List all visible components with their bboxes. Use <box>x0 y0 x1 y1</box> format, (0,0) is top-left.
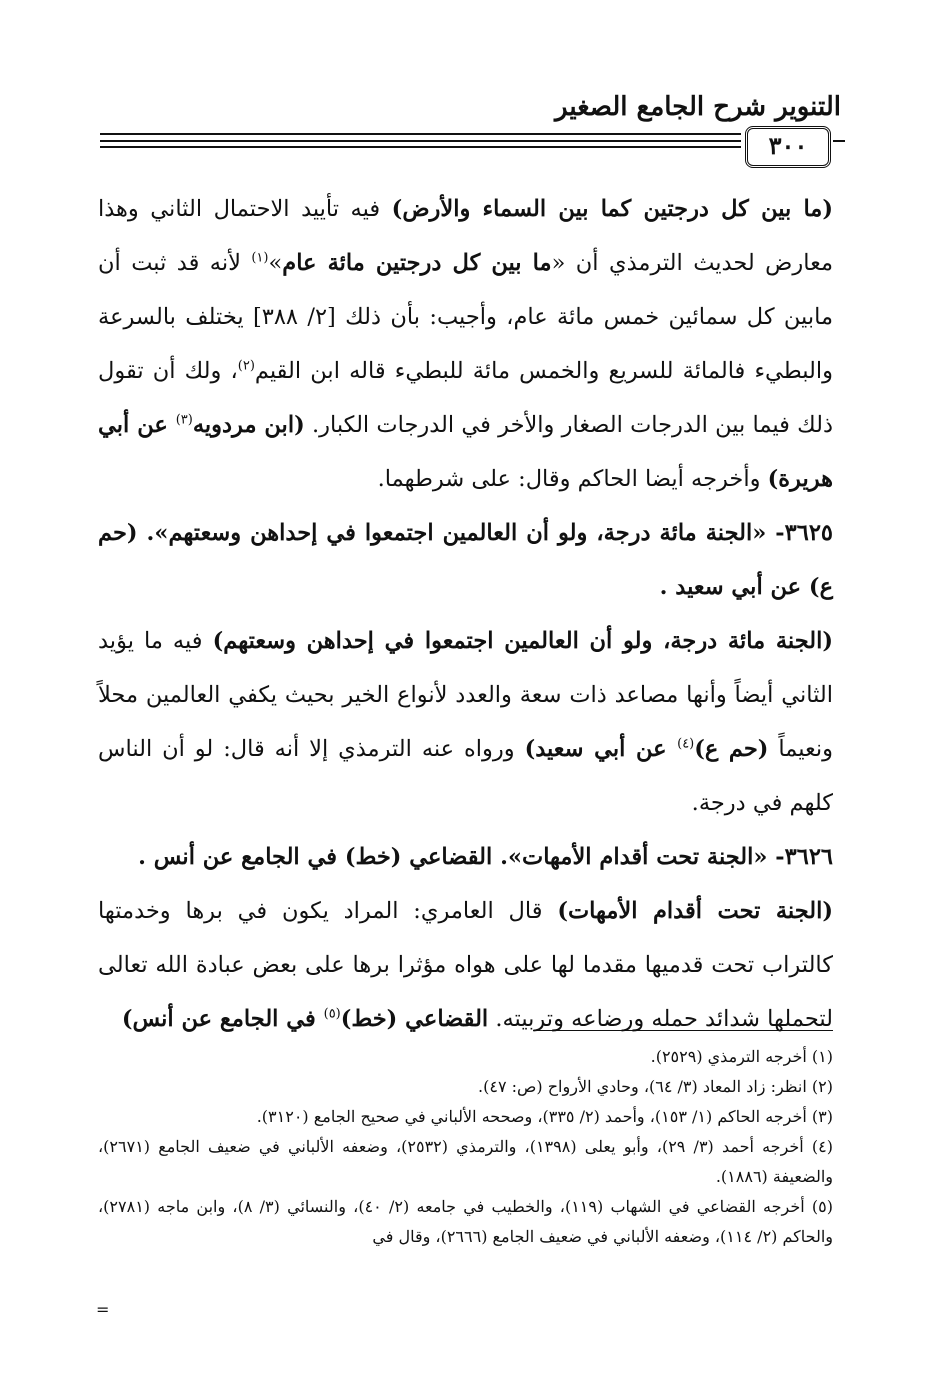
hadith-entry-3625: ٣٦٢٥- «الجنة مائة درجة، ولو أن العالمين اجتمعوا في إحداهن وسعتهم». (حم ع) عن أبي سعيد . <box>98 520 833 600</box>
commentary-text: قال العامري: المراد يكون في برها وخدمتها كالتراب تحت قدميها مقدما لها على هواه مؤثرا برها على بعض عبادة الله تعالى لتحملها شدائد حمله ورضاعه وتربيته. <box>98 898 833 1032</box>
commentary-text: لأنه قد ثبت أن مابين كل سمائين خمس مائة عام، وأجيب: بأن ذلك [٢/ ٣٨٨] يختلف بالسرعة والبطيء فالمائة للسريع والخمس مائة للبطيء قاله ابن القيم <box>98 250 833 384</box>
commentary-text: ورواه عنه الترمذي إلا أنه قال: لو أن الناس كلهم في درجة. <box>98 736 833 816</box>
header-rule-middle <box>100 140 741 142</box>
commentary-text: فيه تأييد الاحتمال الثاني وهذا معارض لحديث الترمذي أن « <box>98 196 833 276</box>
header-rule-bottom <box>100 146 741 148</box>
footnote-ref-3[interactable]: (٣) <box>175 412 193 428</box>
paragraph-3 <box>98 614 833 830</box>
source-citation: (حم ع) <box>694 736 769 762</box>
quoted-hadith-text: (الجنة مائة درجة، ولو أن العالمين اجتمعوا في إحداهن وسعتهم) <box>212 628 833 654</box>
quoted-hadith-text: ما بين كل درجتين مائة عام <box>282 250 552 276</box>
source-citation: عن أبي هريرة) <box>98 412 833 492</box>
source-citation: عن أبي سعيد) <box>524 736 678 762</box>
quoted-hadith-text: (ما بين كل درجتين كما بين السماء والأرض) <box>391 196 833 222</box>
page-number-box: ٣٠٠ <box>745 126 831 168</box>
source-citation: في الجامع عن أنس) <box>121 1006 324 1032</box>
footnote-4: (٤) أخرجه أحمد (٣/ ٢٩)، وأبو يعلى (١٣٩٨)، والترمذي (٢٥٣٢)، وضعفه الألباني في ضعيف الجامع (٢٦٧١)، والضعيفة (١٨٨٦). <box>98 1137 833 1186</box>
commentary-text: وأخرجه أيضا الحاكم وقال: على شرطهما. <box>377 466 768 492</box>
quoted-hadith-text: (الجنة تحت أقدام الأمهات) <box>557 898 833 924</box>
hadith-entry-3626: ٣٦٢٦- «الجنة تحت أقدام الأمهات». القضاعي (خط) في الجامع عن أنس . <box>138 844 833 870</box>
footnote-1: (١) أخرجه الترمذي (٢٥٢٩). <box>650 1047 833 1066</box>
footnotes <box>98 1042 833 1252</box>
paragraph-1 <box>98 182 833 506</box>
commentary-text: فيه ما يؤيد الثاني أيضاً وأنها مصاعد ذات سعة والعدد لأنواع الخير بحيث يكفي العالمين محلاً ونعيماً <box>98 628 833 762</box>
source-citation: (ابن مردويه <box>192 412 305 438</box>
commentary-text: ، ولك أن تقول ذلك فيما بين الدرجات الصغار والأخر في الدرجات الكبار. <box>98 358 834 438</box>
source-citation: القضاعي (خط) <box>340 1006 489 1032</box>
page-header-title: التنوير شرح الجامع الصغير <box>555 92 841 122</box>
footnote-ref-2[interactable]: (٢) <box>237 358 255 374</box>
footnote-separator <box>533 1030 833 1031</box>
footnote-5: (٥) أخرجه القضاعي في الشهاب (١١٩)، والخطيب في جامعه (٢/ ٤٠)، والنسائي (٣/ ٨)، وابن ماجه (٢٧٨١)، والحاكم (٢/ ١١٤)، وضعفه الألباني في ضعيف الجامع (٢٦٦٦)، وقال في <box>98 1197 833 1246</box>
footnote-3: (٣) أخرجه الحاكم (١/ ١٥٣)، وأحمد (٢/ ٣٣٥)، وصححه الألباني في صحيح الجامع (٣١٢٠). <box>256 1107 833 1126</box>
header-rule-top <box>100 133 741 135</box>
footnote-2: (٢) انظر: زاد المعاد (٣/ ٦٤)، وحادي الأرواح (ص: ٤٧). <box>478 1077 833 1096</box>
footnote-ref-1[interactable]: (١) <box>251 250 269 266</box>
footnote-ref-4[interactable]: (٤) <box>677 736 695 752</box>
footnote-ref-5[interactable]: (٥) <box>323 1006 341 1022</box>
commentary-text: » <box>268 250 283 276</box>
page-number-tick <box>833 140 845 142</box>
continuation-mark: = <box>96 1300 110 1319</box>
main-text <box>98 182 833 1046</box>
paragraph-5 <box>98 884 833 1046</box>
